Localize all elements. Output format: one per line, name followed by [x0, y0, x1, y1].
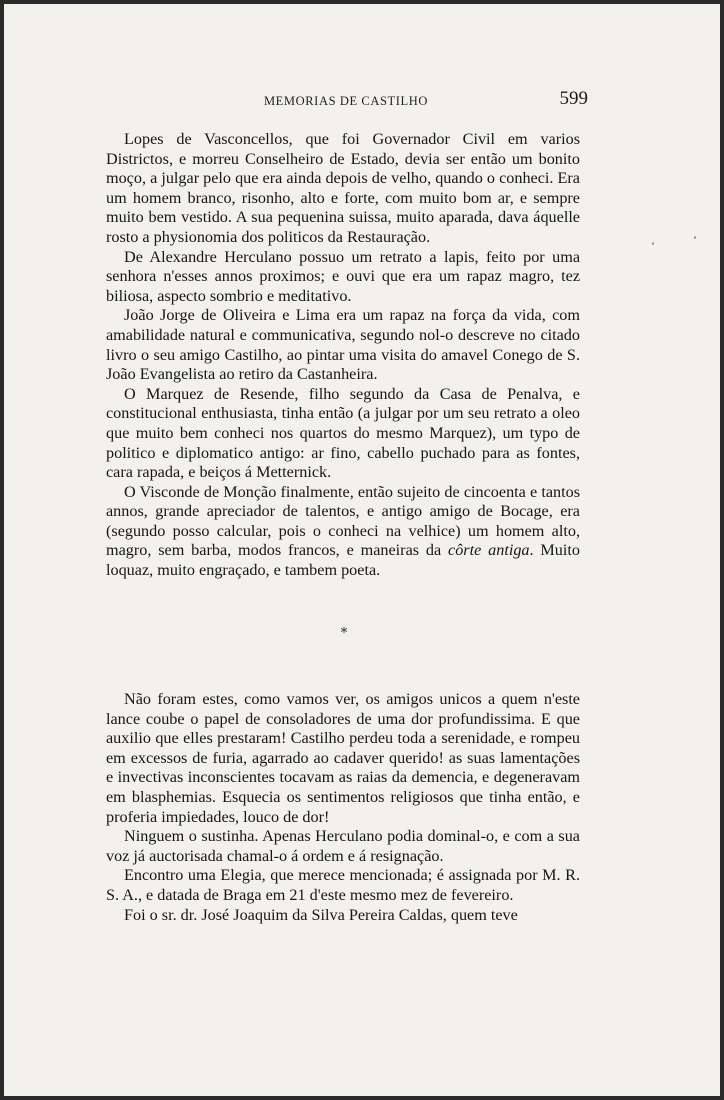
italic-phrase: côrte antiga [448, 541, 530, 560]
paragraph-text: . Muito loquaz, muito engraçado, e tambem poeta. [106, 541, 580, 580]
paragraph: O Marquez de Resende, filho segundo da Casa de Penalva, e constitucional enthusiasta, tinha então (a julgar por um seu retrato a oleo que muito bem conheci nos quartos do mesmo Marquez), um typo de politico e diplomatico antigo: ar fino, cabello puchado para as fontes, cara rapada, e beiços á Metternick. [106, 384, 580, 482]
paper-speck [652, 242, 654, 245]
section-separator: * [340, 626, 348, 641]
paragraph: Encontro uma Elegia, que merece mencionada; é assignada por M. R. S. A., e datada de Braga em 21 d'este mesmo mez de fevereiro. [106, 866, 580, 904]
text-block-upper [106, 130, 580, 581]
paragraph [106, 483, 580, 581]
paper-speck [694, 236, 696, 239]
paragraph: Foi o sr. dr. José Joaquim da Silva Pereira Caldas, quem teve [124, 905, 518, 924]
page-number: 599 [559, 88, 588, 109]
paragraph: Não foram estes, como vamos ver, os amigos unicos a quem n'este lance coube o papel de consoladores de uma dor profundissima. E que auxilio que elles prestaram! Castilho perdeu toda a serenidade, e rompeu em excessos de furia, agarrado ao cadaver querido! as suas lamentações e invectivas inconscientes tocavam as raias da demencia, e degeneravam em blasphemias. Esquecia os sentimentos religiosos que tinha então, e proferia impiedades, louco de dor! [106, 690, 580, 826]
paragraph-text: O Visconde de Monção finalmente, então sujeito de cincoenta e tantos annos, grande apreciador de talentos, e antigo amigo de Bocage, era (segundo posso calcular, pois o conheci na velhice) um homem alto, magro, sem barba, modos francos, e maneiras da [106, 482, 580, 560]
paragraph: João Jorge de Oliveira e Lima era um rapaz na força da vida, com amabilidade natural e communicativa, segundo nol-o descreve no citado livro o seu amigo Castilho, ao pintar uma visita do amavel Conego de S. João Evangelista ao retiro da Castanheira. [106, 306, 580, 384]
text-block-lower [106, 690, 580, 925]
book-page [4, 4, 720, 1096]
paragraph: Ninguem o sustinha. Apenas Herculano podia dominal-o, e com a sua voz já auctorisada chamal-o á ordem e á resignação. [106, 827, 580, 865]
paragraph: Lopes de Vasconcellos, que foi Governador Civil em varios Districtos, e morreu Conselheiro de Estado, devia ser então um bonito moço, a julgar pelo que era ainda depois de velho, quando o conheci. Era um homem branco, risonho, alto e forte, com muito bom ar, e sempre muito bem vestido. A sua pequenina suissa, muito aparada, dava áquelle rosto a physionomia dos politicos da Restauração. [106, 130, 580, 246]
running-title: MEMORIAS DE CASTILHO [263, 94, 429, 108]
page-header [104, 90, 588, 114]
paragraph: De Alexandre Herculano possuo um retrato a lapis, feito por uma senhora n'esses annos proximos; e ouvi que era um rapaz magro, tez biliosa, aspecto sombrio e meditativo. [106, 247, 580, 305]
